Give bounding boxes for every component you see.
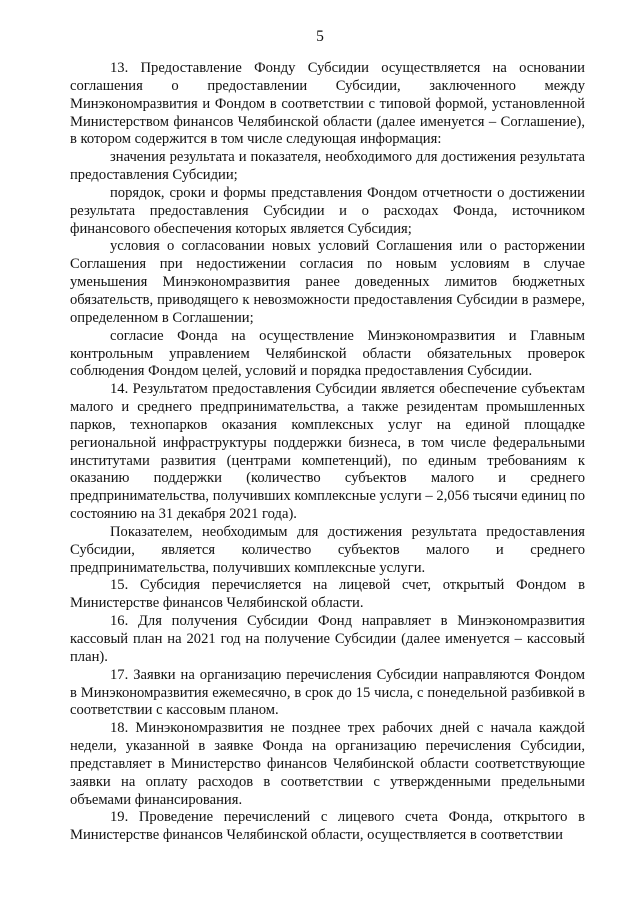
paragraph-indicator: Показателем, необходимым для достижения результата предоставления Субсидии, является количество субъектов малого и среднего предпринимательства, получивших комплексные услуги.: [70, 523, 585, 576]
paragraph-consent: согласие Фонда на осуществление Минэкономразвития и Главным контрольным управлением Челябинской области обязательных проверок соблюдения Фондом целей, условий и порядка предоставления Субсидии.: [70, 327, 585, 380]
paragraph-result-values: значения результата и показателя, необходимого для достижения результата предоставления Субсидии;: [70, 149, 585, 184]
paragraph-new-conditions: условия о согласовании новых условий Соглашения или о расторжении Соглашения при недостижении согласия по новым условиям в случае уменьшения Минэкономразвития ранее доведенных лимитов бюджетных обязательств, приводящего к невозможности предоставления Субсидии в размере, определенном в Соглашении;: [70, 238, 585, 326]
paragraph-19: 19. Проведение перечислений с лицевого счета Фонда, открытого в Министерстве финансов Челябинской области, осуществляется в соответствии: [70, 809, 585, 844]
document-body: [70, 60, 585, 845]
paragraph-15: 15. Субсидия перечисляется на лицевой счет, открытый Фондом в Министерстве финансов Челябинской области.: [70, 577, 585, 612]
page-number: 5: [316, 28, 324, 45]
paragraph-13: 13. Предоставление Фонду Субсидии осуществляется на основании соглашения о предоставлении Субсидии, заключенного между Минэкономразвития и Фондом в соответствии с типовой формой, установленной Министерством финансов Челябинской области (далее именуется – Соглашение), в котором содержится в том числе следующая информация:: [70, 60, 585, 148]
paragraph-18: 18. Минэкономразвития не позднее трех рабочих дней с начала каждой недели, указанной в заявке Фонда на организацию перечисления Субсидии, представляет в Министерство финансов Челябинской области соответствующие заявки на оплату расходов в соответствии с утвержденными предельными объемами финансирования.: [70, 720, 585, 808]
paragraph-reporting-order: порядок, сроки и формы представления Фондом отчетности о достижении результата предоставления Субсидии и о расходах Фонда, источником финансового обеспечения которых является Субсидия;: [70, 184, 585, 237]
paragraph-16: 16. Для получения Субсидии Фонд направляет в Минэкономразвития кассовый план на 2021 год на получение Субсидии (далее именуется – кассовый план).: [70, 613, 585, 665]
paragraph-17: 17. Заявки на организацию перечисления Субсидии направляются Фондом в Минэкономразвития ежемесячно, в срок до 15 числа, с понедельной разбивкой в соответствии с кассовым планом.: [70, 666, 585, 719]
paragraph-14: 14. Результатом предоставления Субсидии является обеспечение субъектам малого и среднего предпринимательства, а также резидентам промышленных парков, технопарков оказания комплексных услуг на единой площадке региональной инфраструктуры поддержки бизнеса, в том числе федеральными институтами развития (центрами компетенций), по единым требованиям к оказанию поддержки (количество субъектов малого и среднего предпринимательства, получивших комплексные услуги – 2,056 тысячи единиц по состоянию на 31 декабря 2021 года).: [70, 381, 585, 523]
